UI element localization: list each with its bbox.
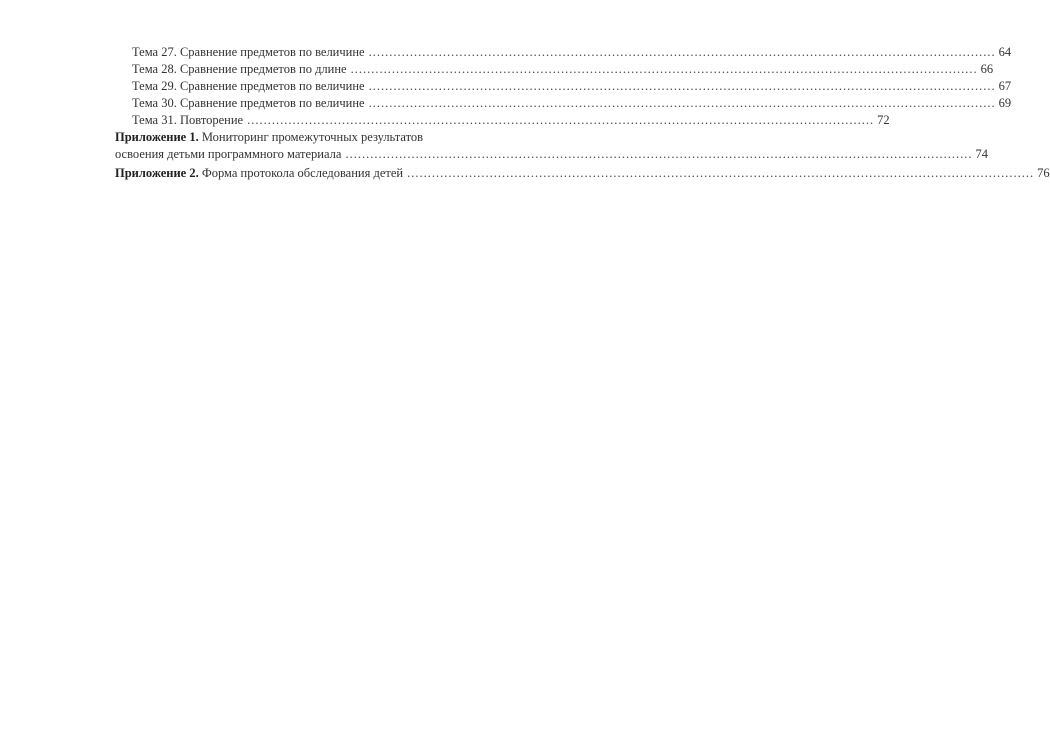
toc-entry-topic-29 [115, 78, 1012, 95]
toc-page-number: 66 [980, 62, 994, 76]
dot-leader: ........................................................................................................................................................ [407, 166, 1035, 180]
toc-entry-topic-31 [115, 112, 890, 129]
toc-entry-appendix-2 [115, 165, 1050, 182]
toc-page-number: 74 [975, 147, 988, 161]
dot-leader: ........................................................................................................................................................ [368, 45, 996, 59]
table-of-contents [115, 44, 1050, 182]
toc-page-number: 76 [1037, 166, 1050, 180]
toc-entry-title: Тема 29. Сравнение предметов по величине [132, 79, 365, 93]
dot-leader: ........................................................................................................................................................ [350, 62, 978, 76]
toc-entry-title-continued: освоения детьми программного материала [115, 147, 342, 161]
toc-entry-title: Тема 31. Повторение [132, 113, 244, 127]
toc-entry-topic-28 [115, 61, 994, 78]
toc-page-number: 72 [877, 113, 890, 127]
toc-page-number: 69 [998, 96, 1012, 110]
appendix-prefix: Приложение 1. [115, 130, 199, 144]
toc-page-number: 67 [998, 79, 1012, 93]
appendix-prefix: Приложение 2. [115, 166, 199, 180]
toc-entry-topic-30 [115, 95, 1012, 112]
dot-leader: ........................................................................................................................................................ [368, 79, 996, 93]
dot-leader: ........................................................................................................................................................ [368, 96, 996, 110]
toc-page-number: 64 [998, 45, 1012, 59]
toc-entry-title: Мониторинг промежуточных результатов [201, 130, 424, 144]
dot-leader: ........................................................................................................................................................ [247, 113, 875, 127]
toc-entry-topic-27 [115, 44, 1012, 61]
toc-entry-title: Тема 30. Сравнение предметов по величине [132, 96, 365, 110]
toc-entry-appendix-1 [115, 129, 988, 163]
dot-leader: ........................................................................................................................................................ [345, 147, 973, 161]
toc-entry-title: Тема 28. Сравнение предметов по длине [132, 62, 347, 76]
toc-entry-title: Тема 27. Сравнение предметов по величине [132, 45, 365, 59]
toc-entry-title: Форма протокола обследования детей [201, 166, 404, 180]
